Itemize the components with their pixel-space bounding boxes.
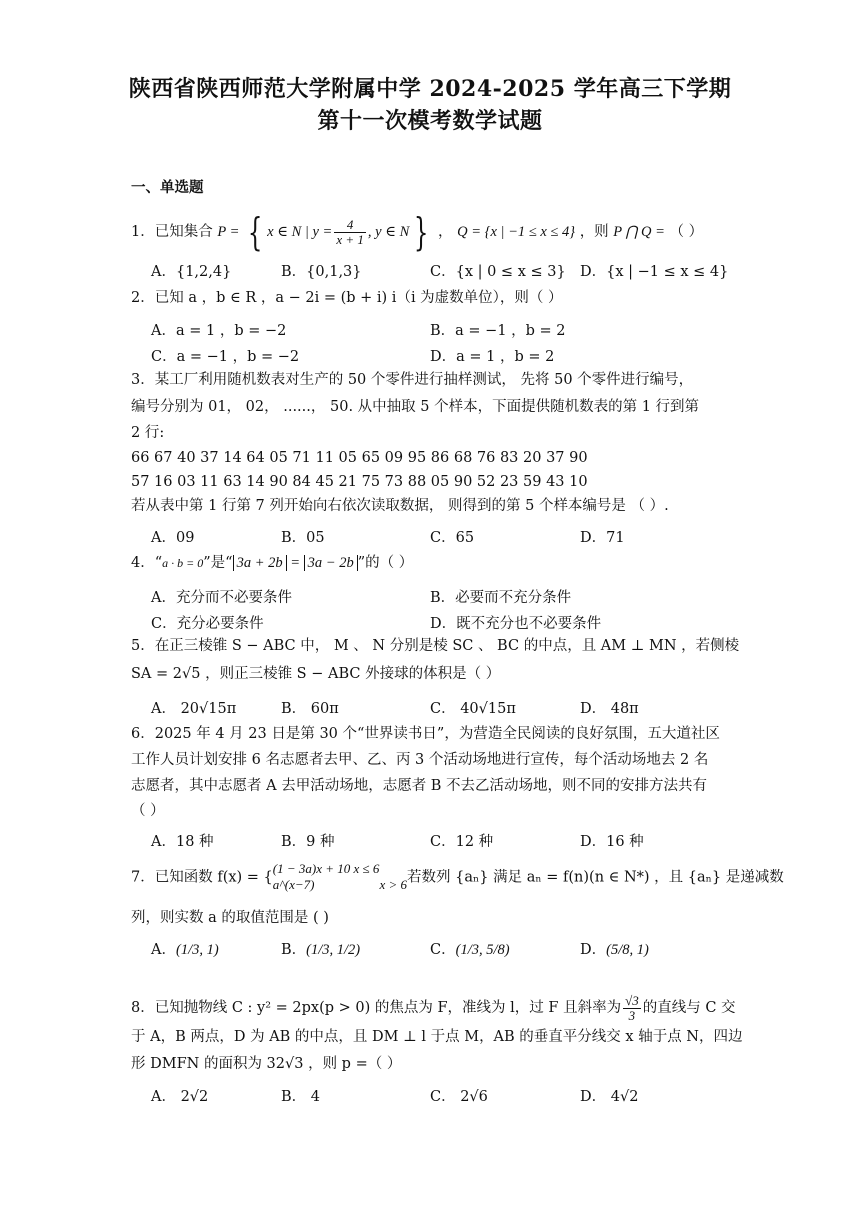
q1-option-d: D．{x | −1 ≤ x ≤ 4} bbox=[580, 264, 729, 280]
section-heading: 一、单选题 bbox=[131, 180, 204, 196]
q7-option-a-value: (1/3, 1) bbox=[175, 942, 219, 958]
q1-set-inner-a: x ∈ N | y = bbox=[267, 224, 333, 240]
q1-intersection: P ⋂ Q = bbox=[613, 224, 665, 240]
q8-line-3: 形 DMFN 的面积为 32√3 ，则 p =（ ） bbox=[131, 1056, 402, 1072]
q5-option-d: D． 48π bbox=[580, 701, 639, 717]
q8-option-d: D． 4√2 bbox=[580, 1089, 639, 1105]
q1-option-b: B．{0,1,3} bbox=[281, 264, 362, 280]
q7-option-c-label: C． bbox=[430, 942, 456, 958]
q8-option-c: C． 2√6 bbox=[430, 1089, 488, 1105]
q3-option-c: C．65 bbox=[430, 530, 475, 546]
q1-set-inner-b: , y ∈ N bbox=[367, 224, 410, 240]
q4-abs-left: 3a + 2b bbox=[233, 555, 287, 571]
q4-option-a: A．充分而不必要条件 bbox=[151, 590, 292, 606]
q6-line-4: （ ） bbox=[131, 803, 165, 819]
q3-random-row-2: 57 16 03 11 63 14 90 84 45 21 75 73 88 05 90 52 23 59 43 10 bbox=[131, 474, 588, 490]
q6-line-3: 志愿者，其中志愿者 A 去甲活动场地，志愿者 B 不去乙活动场地，则不同的安排方法共有 bbox=[131, 778, 708, 794]
q2-option-b: B．a = −1 ，b = 2 bbox=[430, 323, 566, 339]
q7-option-d bbox=[580, 938, 649, 959]
q5-option-a: A． 20√15π bbox=[151, 701, 237, 717]
q3-line-1: 3．某工厂利用随机数表对生产的 50 个零件进行抽样测试， 先将 50 个零件进行编号， bbox=[131, 372, 694, 388]
q7-text-b: 若数列 {aₙ} 满足 aₙ = f(n)(n ∈ N*) ，且 {aₙ} 是递减数 bbox=[407, 869, 784, 886]
q4-option-c: C．充分必要条件 bbox=[151, 616, 264, 632]
q1-frac-num: 4 bbox=[334, 218, 366, 233]
q8-line-2: 于 A，B 两点，D 为 AB 的中点，且 DM ⊥ l 于点 M，AB 的垂直平分线交 x 轴于点 N，四边 bbox=[131, 1029, 743, 1045]
q7-option-a bbox=[151, 938, 219, 959]
q7-option-b-label: B． bbox=[281, 942, 307, 958]
exam-title-line2: 第十一次模考数学试题 bbox=[317, 108, 543, 134]
q8-option-b: B． 4 bbox=[281, 1089, 320, 1105]
q1-option-a: A．{1,2,4} bbox=[151, 264, 232, 280]
q8-text-a: 8．已知抛物线 C : y² = 2px(p > 0) 的焦点为 F，准线为 l，过 F 且斜率为 bbox=[131, 1000, 622, 1017]
q5-option-c: C． 40√15π bbox=[430, 701, 516, 717]
q1-set-p: P = bbox=[217, 224, 243, 240]
q4-text-a: 4．“ bbox=[131, 555, 163, 571]
q7-option-b bbox=[281, 938, 360, 959]
q3-line-2: 编号分别为 01， 02， ......， 50. 从中抽取 5 个样本，下面提供随机数表的第 1 行到第 bbox=[131, 399, 700, 415]
q8-line-1 bbox=[131, 994, 736, 1022]
q4-text-b: ”是“ bbox=[203, 555, 233, 571]
q1-right-brace: } bbox=[414, 210, 429, 254]
q5-line-2: SA = 2√5 ，则正三棱锥 S − ABC 外接球的体积是（ ） bbox=[131, 666, 501, 682]
q6-line-1: 6．2025 年 4 月 23 日是第 30 个“世界读书日”，为营造全民阅读的良好氛围，五大道社区 bbox=[131, 726, 720, 742]
q4-equals: = bbox=[286, 555, 304, 571]
q6-option-b: B．9 种 bbox=[281, 834, 335, 850]
q7-option-b-value: (1/3, 1/2) bbox=[306, 942, 361, 958]
q7-option-a-label: A． bbox=[151, 942, 176, 958]
q3-option-a: A．09 bbox=[151, 530, 195, 546]
q8-text-b: 的直线与 C 交 bbox=[642, 1000, 736, 1017]
q4-option-d: D．既不充分也不必要条件 bbox=[430, 616, 602, 632]
q1-text-d: （ ） bbox=[669, 224, 704, 240]
q1-set-q: Q = {x | −1 ≤ x ≤ 4} bbox=[457, 224, 576, 240]
q6-option-d: D．16 种 bbox=[580, 834, 644, 850]
q8-slope-num: √3 bbox=[625, 993, 639, 1008]
q7-line-2: 列，则实数 a 的取值范围是 ( ) bbox=[131, 910, 329, 926]
q1-option-c: C．{x | 0 ≤ x ≤ 3} bbox=[430, 264, 566, 280]
q4-option-b: B．必要而不充分条件 bbox=[430, 590, 572, 606]
q3-line-6: 若从表中第 1 行第 7 列开始向右依次读取数据， 则得到的第 5 个样本编号是 （ ）. bbox=[131, 498, 669, 514]
q1-text-b: ， bbox=[438, 224, 453, 240]
q7-piece-1: (1 − 3a)x + 10 x ≤ 6 bbox=[272, 861, 380, 876]
q3-random-row-1: 66 67 40 37 14 64 05 71 11 05 65 09 95 86 68 76 83 20 37 90 bbox=[131, 450, 588, 466]
q8-slope-den: 3 bbox=[628, 1007, 636, 1023]
q8-slope-fraction bbox=[623, 994, 641, 1022]
q7-option-c-value: (1/3, 5/8) bbox=[455, 942, 510, 958]
q5-line-1: 5．在正三棱锥 S − ABC 中， M 、 N 分别是棱 SC 、 BC 的中点，且 AM ⊥ MN ，若侧棱 bbox=[131, 638, 740, 654]
q4-stem bbox=[131, 555, 413, 572]
q2-option-c: C．a = −1 ，b = −2 bbox=[151, 349, 300, 365]
exam-title-line1: 陕西省陕西师范大学附属中学 2024-2025 学年高三下学期 bbox=[128, 76, 732, 102]
q4-text-c: ”的（ ） bbox=[357, 555, 414, 571]
q1-text-c: ，则 bbox=[579, 224, 609, 240]
q7-text-a: 7．已知函数 f(x) = { bbox=[131, 869, 273, 886]
q7-option-c bbox=[430, 938, 510, 959]
q1-left-brace: { bbox=[247, 210, 263, 254]
q6-option-c: C．12 种 bbox=[430, 834, 494, 850]
q4-condition-1: a · b = 0 bbox=[162, 556, 204, 570]
q7-stem bbox=[131, 861, 784, 894]
q7-piece-2: a^(x−7) x > 6 bbox=[272, 877, 408, 893]
q5-option-b: B． 60π bbox=[281, 701, 339, 717]
q1-text-a: 1．已知集合 bbox=[131, 224, 213, 240]
q3-line-3: 2 行: bbox=[131, 425, 165, 441]
q1-fraction bbox=[334, 218, 366, 246]
q7-option-d-label: D． bbox=[580, 942, 607, 958]
q8-option-a: A． 2√2 bbox=[151, 1089, 209, 1105]
q7-piecewise bbox=[273, 861, 407, 894]
q7-option-d-value: (5/8, 1) bbox=[606, 942, 649, 958]
q6-option-a: A．18 种 bbox=[151, 834, 214, 850]
q1-stem bbox=[131, 210, 704, 254]
q2-option-d: D．a = 1 ，b = 2 bbox=[430, 349, 555, 365]
q6-line-2: 工作人员计划安排 6 名志愿者去甲、乙、丙 3 个活动场地进行宣传，每个活动场地去 2 名 bbox=[131, 752, 709, 768]
q4-abs-right: 3a − 2b bbox=[304, 555, 358, 571]
q2-stem: 2．已知 a ，b ∈ R ，a − 2i = (b + i) i（i 为虚数单位），则（ ） bbox=[131, 290, 563, 306]
q1-frac-den: x + 1 bbox=[336, 231, 364, 247]
q3-option-b: B．05 bbox=[281, 530, 325, 546]
q2-option-a: A．a = 1 ，b = −2 bbox=[151, 323, 287, 339]
q3-option-d: D．71 bbox=[580, 530, 625, 546]
